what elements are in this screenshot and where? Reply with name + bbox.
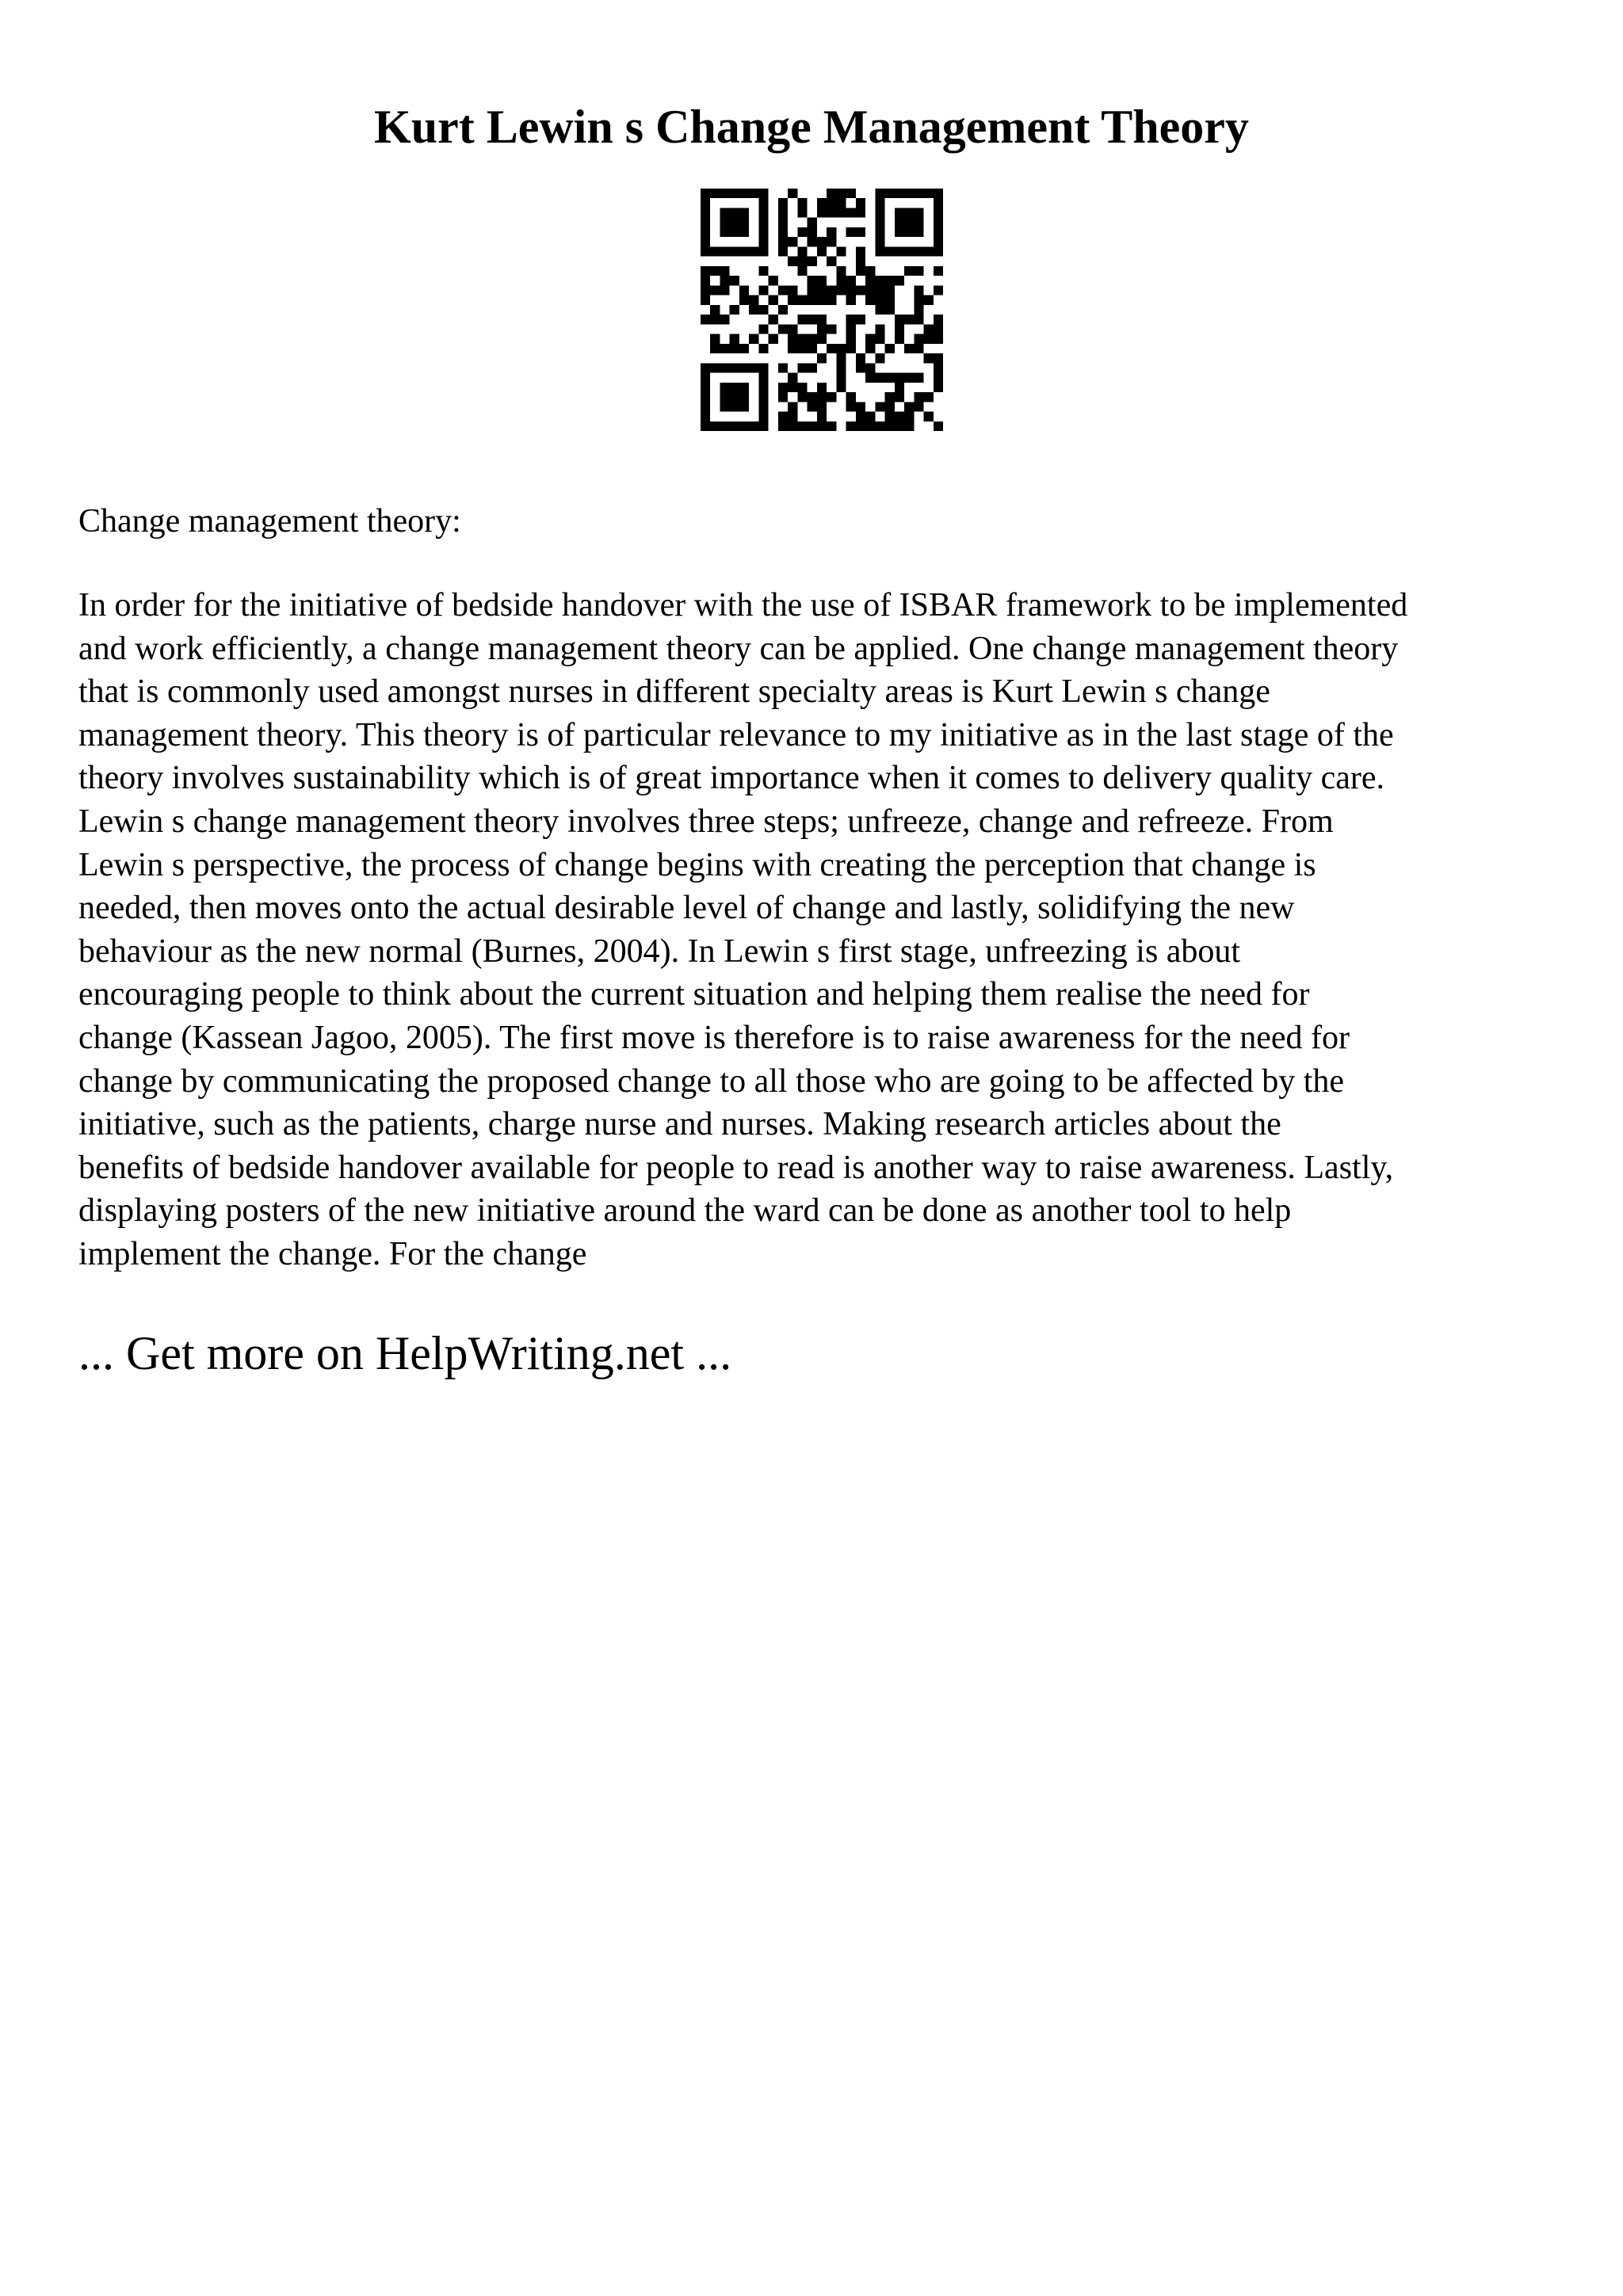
body-line: management theory. This theory is of particular relevance to my initiative as in the last stage of the [78,716,1394,753]
body-line: implement the change. For the change [78,1235,587,1272]
body-line: initiative, such as the patients, charge nurse and nurses. Making research articles about the [78,1106,1281,1143]
body-paragraph [78,584,1576,1276]
body-line: behaviour as the new normal (Burnes, 2004). In Lewin s first stage, unfreezing is about [78,933,1241,970]
body-line: change (Kassean Jagoo, 2005). The first move is therefore is to raise awareness for the need for [78,1019,1350,1056]
body-line: and work efficiently, a change management theory can be applied. One change management theory [78,630,1399,667]
body-line: encouraging people to think about the current situation and helping them realise the need for [78,976,1310,1013]
body-line: Lewin s perspective, the process of change begins with creating the perception that change is [78,846,1316,883]
body-line: benefits of bedside handover available for people to read is another way to raise awareness. Lastly, [78,1149,1394,1186]
page-title: Kurt Lewin s Change Management Theory [374,101,1249,153]
qr-code-icon [701,189,943,431]
body-line: theory involves sustainability which is of great importance when it comes to delivery quality care. [78,760,1385,797]
body-line: change by communicating the proposed change to all those who are going to be affected by the [78,1062,1345,1100]
body-line: Lewin s change management theory involves three steps; unfreeze, change and refreeze. From [78,803,1334,840]
body-line: that is commonly used amongst nurses in different specialty areas is Kurt Lewin s change [78,673,1270,711]
body-line: displaying posters of the new initiative around the ward can be done as another tool to help [78,1192,1292,1230]
body-line: In order for the initiative of bedside handover with the use of ISBAR framework to be implemented [78,587,1408,624]
get-more-link[interactable]: ... Get more on HelpWriting.net ... [78,1327,732,1379]
body-line: needed, then moves onto the actual desirable level of change and lastly, solidifying the new [78,890,1295,927]
section-heading: Change management theory: [78,503,461,540]
